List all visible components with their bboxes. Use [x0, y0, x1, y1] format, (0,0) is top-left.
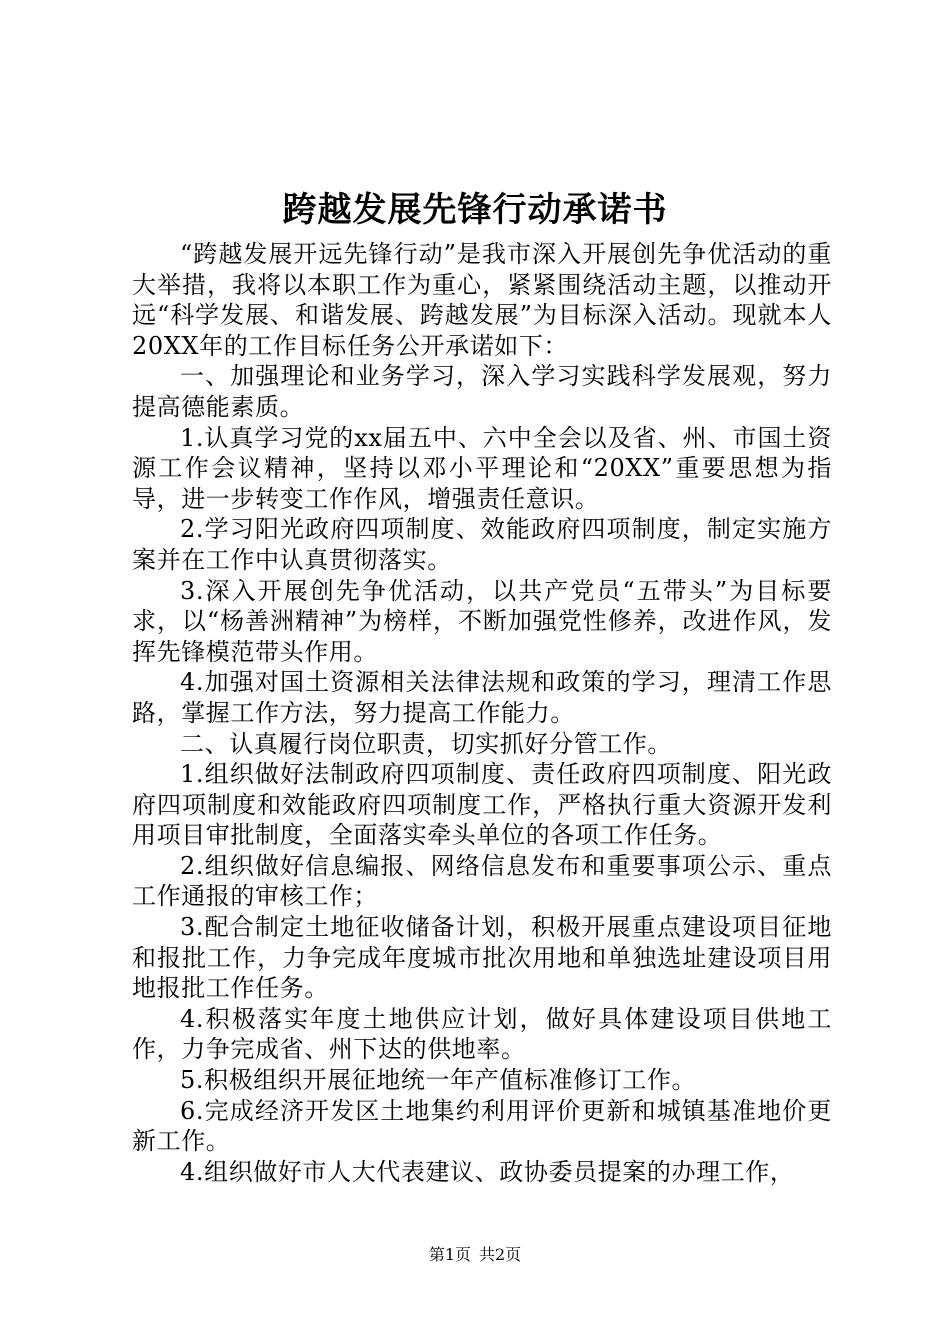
paragraph-item: 1.认真学习党的xx届五中、六中全会以及省、州、市国土资源工作会议精神，坚持以邓小平理论和“20XX”重要思想为指导，进一步转变工作作风，增强责任意识。 [132, 423, 832, 513]
paragraph-item: 2.学习阳光政府四项制度、效能政府四项制度，制定实施方案并在工作中认真贯彻落实。 [132, 515, 832, 574]
paragraph-item: 4.加强对国土资源相关法律法规和政策的学习，理清工作思路，掌握工作方法，努力提高工作能力。 [132, 668, 832, 727]
page-footer [0, 1244, 950, 1266]
paragraph-item: 3.深入开展创先争优活动，以共产党员“五带头”为目标要求，以“杨善洲精神”为榜样，不断加强党性修养，改进作风，发挥先锋模范带头作用。 [132, 576, 832, 666]
page-total: 共2页 [479, 1245, 522, 1264]
paragraph-section-1-heading: 一、加强理论和业务学习，深入学习实践科学发展观，努力提高德能素质。 [132, 362, 832, 421]
paragraph-intro: “跨越发展开远先锋行动”是我市深入开展创先争优活动的重大举措，我将以本职工作为重心，紧紧围绕活动主题，以推动开远“科学发展、和谐发展、跨越发展”为目标深入活动。现就本人20XX年的工作目标任务公开承诺如下： [132, 240, 832, 360]
paragraph-item: 4.积极落实年度土地供应计划，做好具体建设项目供地工作，力争完成省、州下达的供地率。 [132, 1004, 832, 1064]
paragraph-item: 4.组织做好市人大代表建议、政协委员提案的办理工作， [180, 1157, 795, 1186]
paragraph-item: 3.配合制定土地征收储备计划，积极开展重点建设项目征地和报批工作，力争完成年度城市批次用地和单独选址建设项目用地报批工作任务。 [132, 913, 832, 1003]
page-number: 第1页 [428, 1245, 471, 1264]
document-title: 跨越发展先锋行动承诺书 [282, 190, 668, 230]
paragraph-item: 6.完成经济开发区土地集约利用评价更新和城镇基准地价更新工作。 [132, 1096, 832, 1156]
paragraph-item: 5.积极组织开展征地统一年产值标准修订工作。 [180, 1066, 697, 1095]
paragraph-item: 1.组织做好法制政府四项制度、责任政府四项制度、阳光政府四项制度和效能政府四项制度工作，严格执行重大资源开发利用项目审批制度，全面落实牵头单位的各项工作任务。 [132, 760, 832, 850]
paragraph-item: 2.组织做好信息编报、网络信息发布和重要事项公示、重点工作通报的审核工作； [132, 851, 832, 911]
document-body [132, 239, 832, 1187]
paragraph-section-2-heading: 二、认真履行岗位职责，切实抓好分管工作。 [180, 729, 672, 758]
